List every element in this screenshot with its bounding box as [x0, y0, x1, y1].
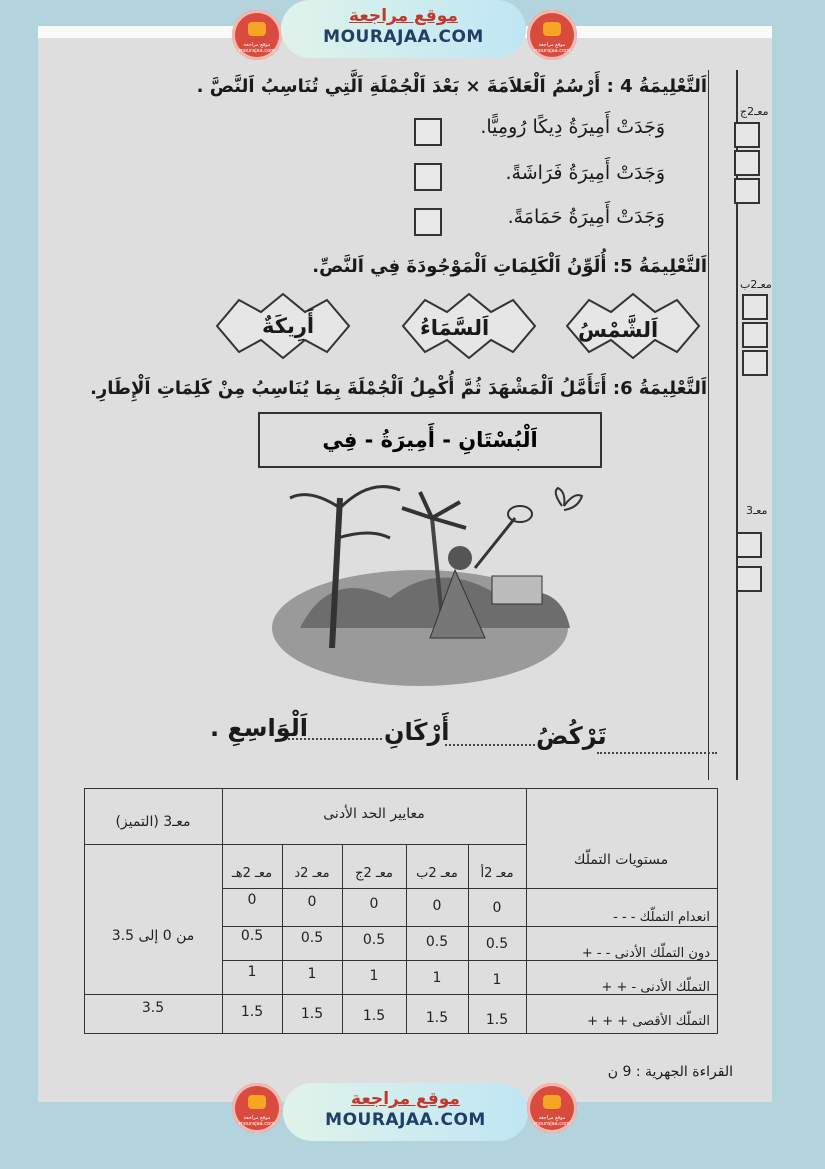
- table-cell: 1: [432, 970, 442, 986]
- table-cell: 1.5: [300, 1006, 324, 1022]
- site-banner-top[interactable]: [281, 0, 526, 58]
- table-cell: 1.5: [362, 1008, 386, 1024]
- table-cell: 1.5: [240, 1004, 264, 1020]
- score-box[interactable]: [736, 566, 762, 592]
- column-header-2c: معـ 2ج: [355, 866, 393, 881]
- table-cell: 1: [307, 966, 317, 982]
- table-cell: 0.5: [300, 930, 324, 946]
- column-header-2b: معـ 2ب: [416, 866, 458, 881]
- excellence-header: معـ3 (التميز): [115, 814, 191, 830]
- tree-branches: [290, 487, 400, 538]
- table-cell: 0: [307, 894, 317, 910]
- level-row-label: التملّك الأقصى + + +: [587, 1014, 710, 1029]
- instruction-4-title: اَلتَّعْلِيمَةُ 4 : أَرْسُمُ اَلْعَلاَمَةَ × بَعْدَ اَلْجُمْلَةِ اَلَّتِي تُنَاسِبُ اَلنَّصَّ .: [196, 76, 707, 97]
- site-banner-bottom[interactable]: [283, 1083, 528, 1141]
- word-badge-sofa[interactable]: أَرِيكَةٌ: [262, 314, 315, 338]
- option-1-text: وَجَدَتْ أَمِيرَةُ دِيكًا رُومِيًّا.: [480, 116, 665, 138]
- content-border-line: [708, 70, 709, 780]
- score-box[interactable]: [736, 532, 762, 558]
- net-loop: [508, 506, 532, 522]
- margin-label-criterion-3: معـ3: [746, 504, 768, 517]
- garden-illustration: [270, 478, 600, 688]
- site-logo-icon: موقع مراجعة mourajaa.com: [232, 1083, 282, 1133]
- answer-line-2[interactable]: [445, 744, 535, 746]
- table-cell: 0.5: [240, 928, 264, 944]
- levels-header: مستويات التملّك: [573, 852, 669, 868]
- margin-label-criterion-2c: معـ2ج: [740, 105, 769, 118]
- grading-table: [84, 788, 718, 1033]
- table-cell: 0: [247, 892, 257, 908]
- site-name-arabic: موقع مراجعة: [351, 1089, 460, 1109]
- min-criteria-header: معايير الحد الأدنى: [323, 806, 425, 822]
- option-3-checkbox[interactable]: [414, 208, 442, 236]
- score-box[interactable]: [734, 150, 760, 176]
- site-name-english: MOURAJAA.COM: [323, 27, 484, 47]
- site-name-arabic: موقع مراجعة: [349, 6, 458, 26]
- table-cell: 0.5: [425, 934, 449, 950]
- butterfly-net: [475, 518, 515, 568]
- level-row-label: دون التملّك الأدنى - - +: [581, 946, 710, 961]
- margin-divider-line: [736, 70, 738, 780]
- score-box[interactable]: [742, 294, 768, 320]
- table-cell: 1: [247, 964, 257, 980]
- instruction-6-title: اَلتَّعْلِيمَةُ 6: أَتَأَمَّلُ اَلْمَشْهَدَ ثُمَّ أُكْمِلُ اَلْجُمْلَةَ بِمَا يُنَاسِبُ مِنْ كَلِمَاتِ اَلْإِطَارِ.: [90, 378, 707, 399]
- house: [492, 576, 542, 604]
- margin-label-criterion-2b: معـ2ب: [740, 278, 772, 291]
- option-2-text: وَجَدَتْ أَمِيرَةُ فَرَاشَةً.: [505, 162, 665, 184]
- excellence-range-cell: من 0 إلى 3.5: [111, 928, 195, 944]
- score-box[interactable]: [742, 350, 768, 376]
- site-logo-icon: موقع مراجعة mourajaa.com: [527, 10, 577, 60]
- table-cell: 1: [492, 972, 502, 988]
- table-cell: 0: [369, 896, 379, 912]
- site-logo-icon: موقع مراجعة mourajaa.com: [232, 10, 282, 60]
- level-row-label: انعدام التملّك - - -: [613, 910, 710, 925]
- word-badge-sun[interactable]: اَلشَّمْسُ: [578, 318, 659, 342]
- column-header-2d: معـ 2د: [294, 866, 330, 881]
- excellence-max-cell: 3.5: [141, 1000, 165, 1016]
- table-cell: 0.5: [485, 936, 509, 952]
- option-3-text: وَجَدَتْ أَمِيرَةُ حَمَامَةً.: [507, 206, 665, 228]
- butterfly: [556, 488, 582, 510]
- table-cell: 1: [369, 968, 379, 984]
- word-badge-sky[interactable]: اَلسَّمَاءُ: [420, 316, 490, 340]
- instruction-5-title: اَلتَّعْلِيمَةُ 5: أُلَوِّنُ اَلْكَلِمَاتِ اَلْمَوْجُودَةَ فِي اَلنَّصِّ.: [312, 256, 707, 277]
- table-cell: 0: [432, 898, 442, 914]
- sentence-word-runs: تَرْكُضُ: [536, 722, 607, 750]
- option-1-checkbox[interactable]: [414, 118, 442, 146]
- option-2-checkbox[interactable]: [414, 163, 442, 191]
- column-header-2e: معـ 2هـ: [231, 866, 273, 881]
- table-cell: 0: [492, 900, 502, 916]
- table-cell: 0.5: [362, 932, 386, 948]
- score-box[interactable]: [734, 122, 760, 148]
- level-row-label: التملّك الأدنى - + +: [601, 980, 710, 995]
- table-cell: 1.5: [485, 1012, 509, 1028]
- column-header-2a: معـ 2أ: [480, 866, 514, 881]
- site-name-english: MOURAJAA.COM: [325, 1110, 486, 1130]
- sentence-word-wide: اَلْوَاسِعِ .: [210, 714, 308, 742]
- word-choice-box: اَلْبُسْتَانِ - أَمِيرَةُ - فِي: [258, 412, 602, 468]
- site-logo-icon: موقع مراجعة mourajaa.com: [527, 1083, 577, 1133]
- table-cell: 1.5: [425, 1010, 449, 1026]
- sentence-word-corners: أَرْكَانِ: [384, 718, 450, 746]
- footer-note: القراءة الجهرية : 9 ن: [607, 1064, 733, 1080]
- score-box[interactable]: [734, 178, 760, 204]
- score-box[interactable]: [742, 322, 768, 348]
- answer-line-1[interactable]: [597, 752, 717, 754]
- girl-figure: [448, 546, 472, 570]
